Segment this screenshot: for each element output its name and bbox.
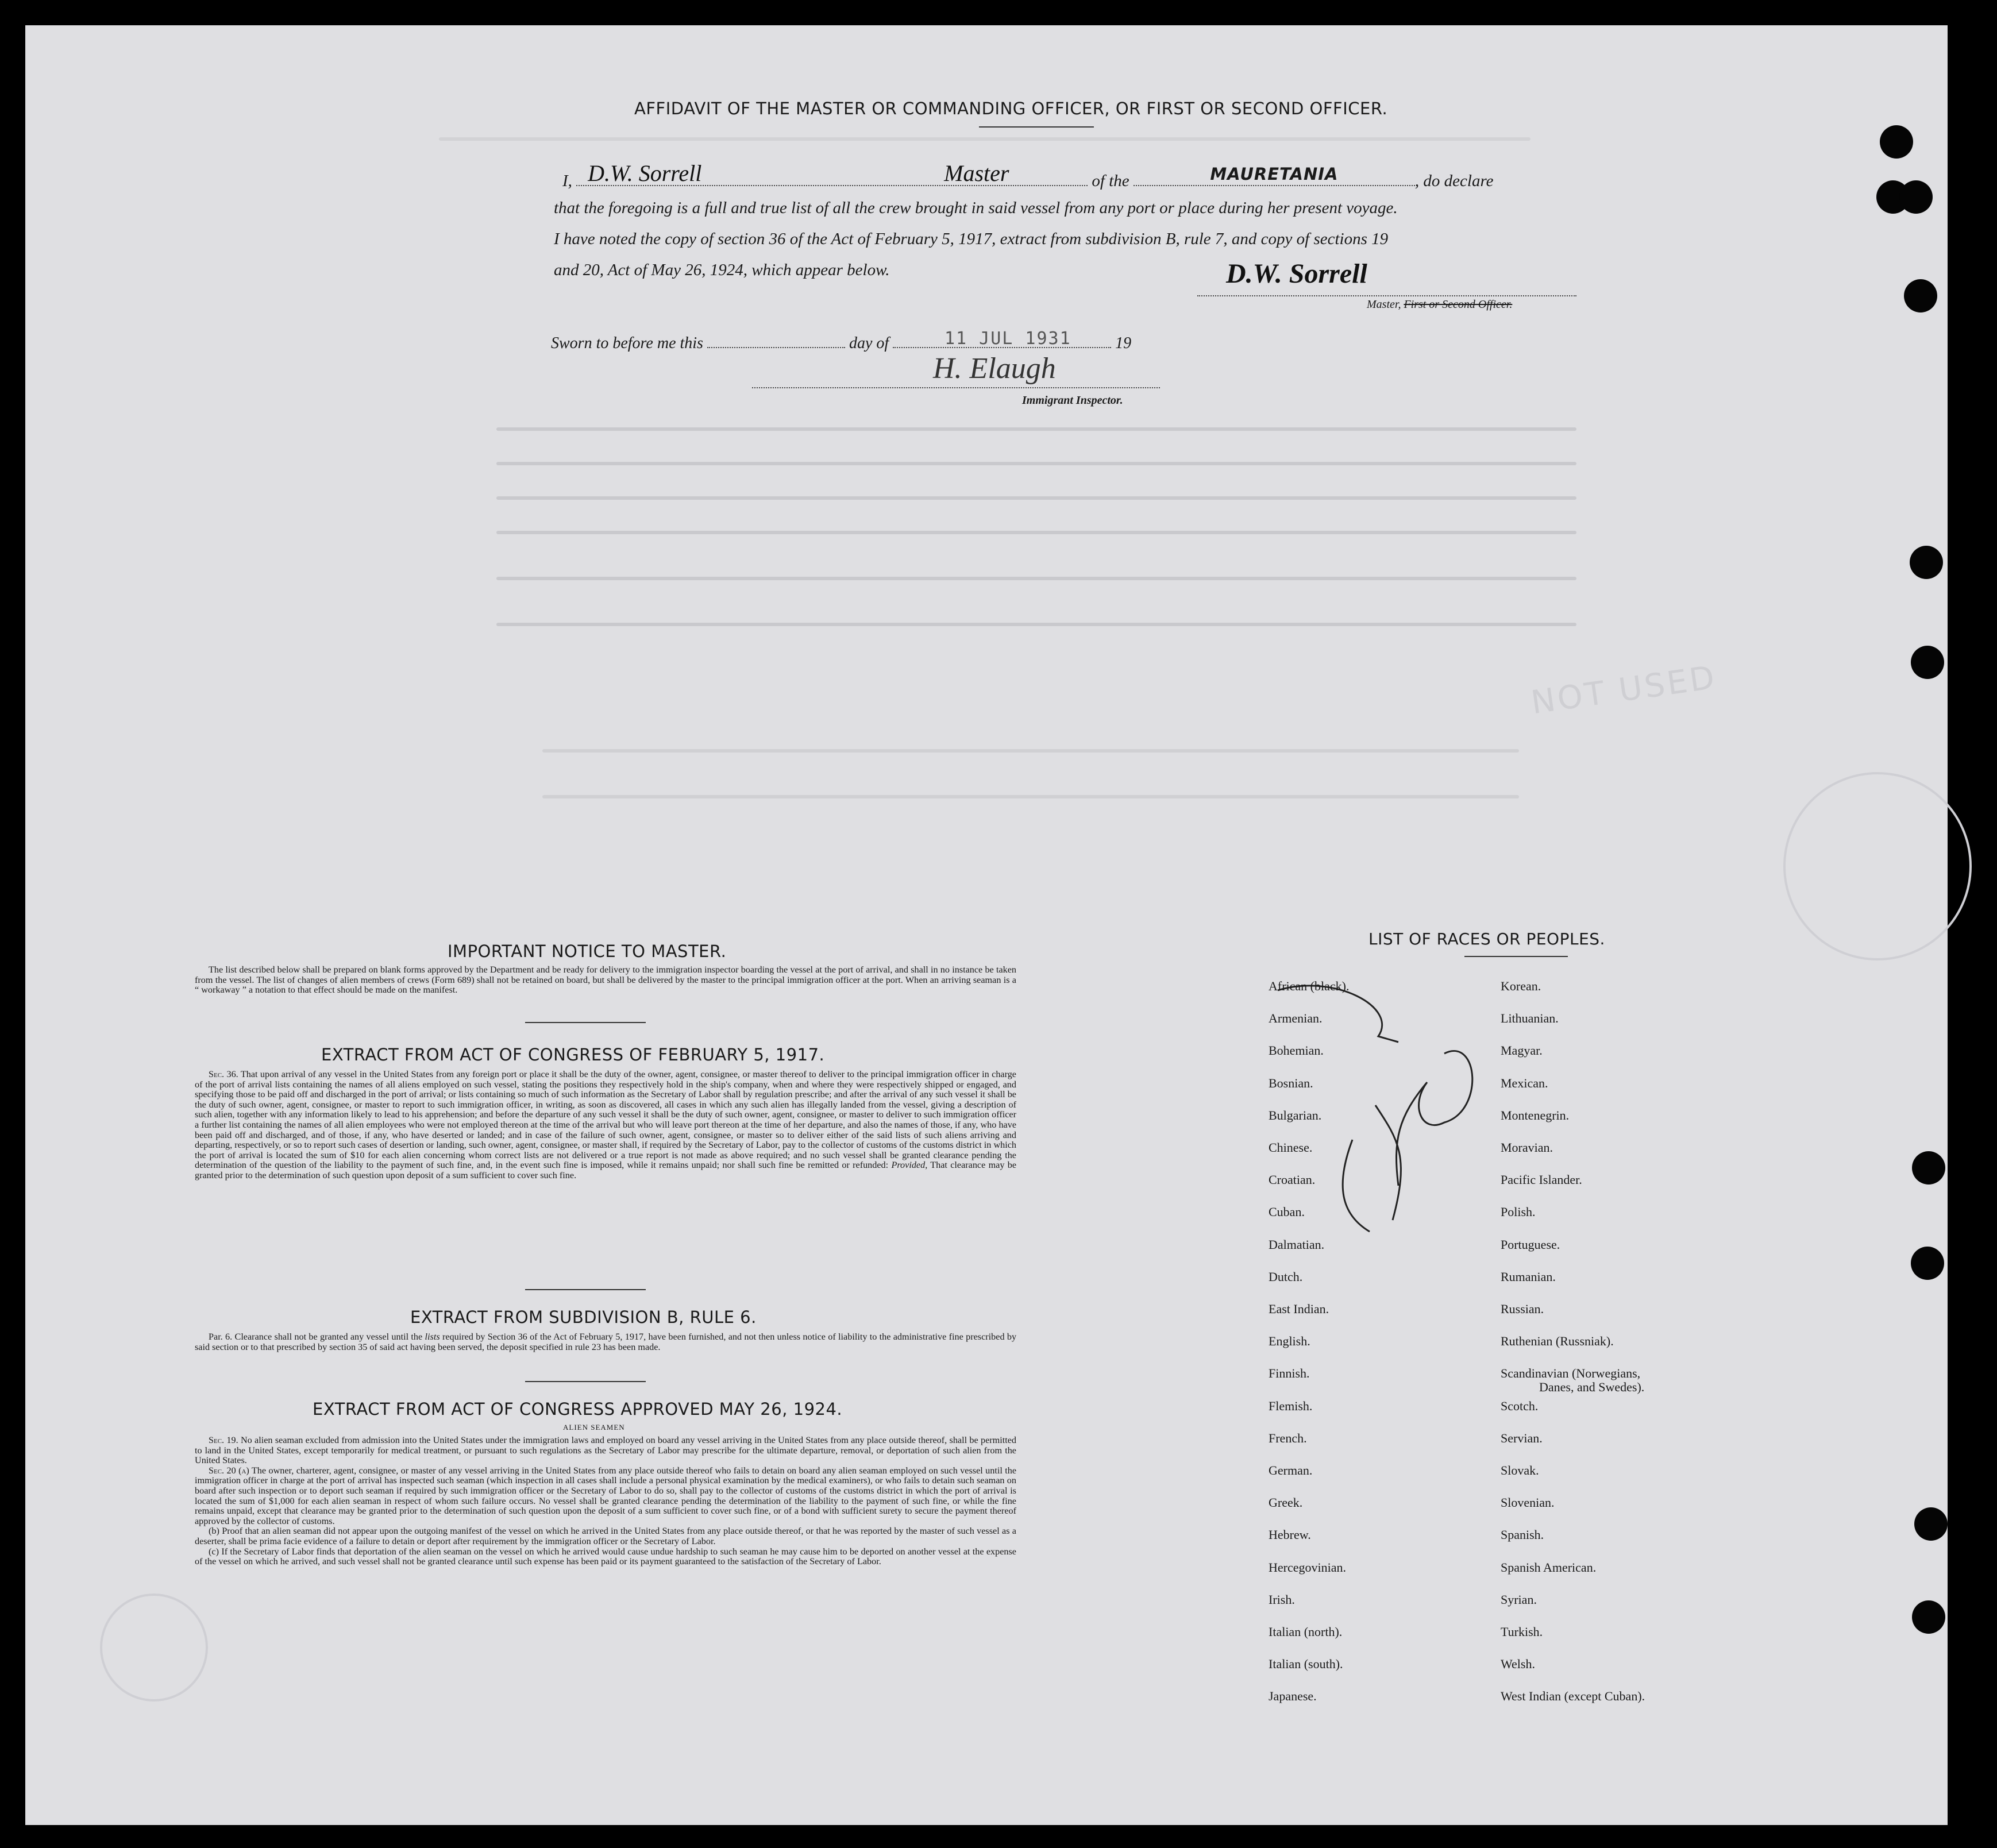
sec-20a-text: The owner, charterer, agent, consignee, or master of any vessel arriving in the United States from any place outside thereof who fails to detain on board any alien seaman employed on such vessel until the immigration officer in charge at the port of arrival has inspected such seaman (which inspection in all cases shall include a personal physical examination by the medical examiners), or who fails to detain such seaman on board after such inspection or to deport such seaman if required by such immigration officer or the Secretary of Labor to do so, shall pay to the collector of customs of the customs district in which the port of arrival is located the sum of $1,000 for each alien seaman in respect of whom such failure occurs. No vessel shall be granted clearance pending the determination of the liability to the payment of such fine, or while the fine remains unpaid, except that clearance may be granted prior to the determination of such question upon the deposit of a sum sufficient to cover such fine, or of a bond with sufficient surety to secure the payment thereof approved by the collector of customs. — [195, 1465, 1016, 1526]
ghost-row — [496, 577, 1576, 580]
ghost-row — [496, 623, 1576, 626]
race-item: Italian (south). — [1269, 1657, 1343, 1671]
race-item: Scotch. — [1501, 1399, 1539, 1413]
sec-19-label: Sec. 19. — [209, 1435, 238, 1445]
notice-text: The list described below shall be prepared on blank forms approved by the Department and be ready for delivery to the immigration inspector boarding the vessel at the port of arrival, and shall in no instance be taken from the vessel. The list of changes of alien members of crews (Form 689) shall not be retained on board, but shall be delivered by the master to the principal immigration officer at the port. When an arriving seaman is a “ workaway ” a notation to that effect should be made on the manifest. — [195, 964, 1016, 996]
race-item: Japanese. — [1269, 1689, 1317, 1703]
punch-hole — [1911, 646, 1944, 679]
race-item: German. — [1269, 1463, 1313, 1477]
of-the-label: of the — [1092, 172, 1129, 190]
race-item: Bosnian. — [1269, 1076, 1313, 1090]
race-item: Magyar. — [1501, 1043, 1543, 1058]
race-item: Spanish American. — [1501, 1560, 1597, 1575]
race-item: West Indian (except Cuban). — [1501, 1689, 1645, 1703]
sec-20a-label: Sec. 20 (a) — [209, 1465, 249, 1476]
affidavit-line-2: that the foregoing is a full and true list of all the crew brought in said vessel from any port or place during her present voyage. — [554, 199, 1398, 217]
ghost-not-used-stamp: NOT USED — [1529, 658, 1719, 722]
race-item: Chinese. — [1269, 1140, 1313, 1155]
provided-label: Provided, — [891, 1160, 928, 1171]
ghost-row — [496, 462, 1576, 465]
sec-20b-text: Proof that an alien seaman did not appear upon the outgoing manifest of the vessel on which he arrived in the United States from any place outside thereof, or that he was reported by the master of such vessel as a deserter, shall be prima facie evidence of a failure to detain or deport after requirement by the immigration officer or the Secretary of Labor. — [195, 1526, 1016, 1546]
handwritten-rank: Master — [944, 160, 1009, 186]
day-of-label: day of — [849, 334, 889, 352]
struck-officer-label: First or Second Officer. — [1404, 298, 1513, 311]
ghost-row — [496, 427, 1576, 431]
sec-19-text: No alien seaman excluded from admission into the United States under the immigration laws and employed on board any vessel arriving in the United States from any place outside thereof, shall be permitted to land in the United States, except temporarily for medical treatment, or pursuant to such regulations as the Secretary of Labor may prescribe for the ultimate departure, removal, or deportation of such alien from the United States. — [195, 1435, 1017, 1466]
par-6-text-a: Clearance shall not be granted any vessel until the — [234, 1332, 423, 1342]
race-item: Rumanian. — [1501, 1270, 1556, 1284]
race-item: Polish. — [1501, 1205, 1536, 1219]
affidavit-line-1 — [562, 160, 1494, 191]
race-item: Spanish. — [1501, 1527, 1544, 1542]
race-item: Flemish. — [1269, 1399, 1313, 1413]
punch-hole — [1880, 125, 1913, 159]
race-item: French. — [1269, 1431, 1307, 1445]
sec-20c-text: If the Secretary of Labor finds that deportation of the alien seaman on the vessel on which he arrived would cause undue hardship to such seaman he may cause him to be deported on another vessel at the expense of the vessel on which he arrived, and such vessel shall not be granted clearance until such expense has been paid or its payment guaranteed to the satisfaction of the Secretary of Labor. — [195, 1546, 1016, 1567]
sec-20c-label: (c) — [209, 1546, 219, 1557]
race-item: Turkish. — [1501, 1625, 1543, 1639]
year-label: 19 — [1115, 334, 1132, 352]
sec-36-text-end: That clearance may be granted prior to the determination of such question upon deposit of a sum sufficient to cover such fine. — [195, 1160, 1017, 1180]
sworn-day-field — [707, 331, 845, 348]
race-item: Hercegovinian. — [1269, 1560, 1346, 1575]
divider — [525, 1022, 646, 1023]
inspector-caption: Immigrant Inspector. — [1022, 394, 1123, 407]
divider — [525, 1381, 646, 1382]
sec-36-text: That upon arrival of any vessel in the United States from any foreign port or place it shall be the duty of the owner, agent, consignee, or master thereof to deliver to the principal immigration officer in charge of the port of arrival lists containing the names of all aliens employed on such vessel, stating the positions they respectively hold in the ship's company, when and where they were respectively shipped or engaged, and specifying those to be paid off and discharged in the port of arrival; or lists containing so much of such information as the Secretary of Labor shall by regulation prescribe; and after the arrival of any such vessel it shall be the duty of such owner, agent, consignee, or master to report to such immigration officer, in writing, as soon as discovered, all cases in which any such alien has illegally landed from the vessel, giving a description of such alien, together with any information likely to lead to his apprehension; and before the departure of any such vessel it shall be the duty of such owner, agent, consignee, or master to deliver to such immigration officer a further list containing the names of all alien employees who were not employed thereon at the time of the arrival but who will leave port thereon at the time of her departure, and also the names of those, if any, who have been paid off and discharged, and of those, if any, who have deserted or landed; and in case of the failure of such owner, agent, consignee, or master so to deliver either of the said lists of such aliens arriving and departing, respectively, or so to report such cases of desertion or landing, such owner, agent, consignee, or master shall, if required by the Secretary of Labor, pay to the collector of customs of the customs district in which the port of arrival is located the sum of $10 for each alien concerning whom correct lists are not delivered or a true report is not made as above required; and no such vessel shall be granted clearance pending the determination of the question of the liability to the payment of such fine, and, in the event such fine is imposed, while it remains unpaid; nor shall such fine be remitted or refunded: — [195, 1069, 1016, 1171]
inspector-signature-line — [752, 387, 1160, 388]
i-label: I, — [562, 172, 572, 190]
race-item: Greek. — [1269, 1495, 1303, 1510]
divider — [979, 126, 1094, 128]
ghost-office-stamp — [100, 1594, 208, 1702]
document-sheet — [25, 25, 1948, 1825]
race-item: Bulgarian. — [1269, 1108, 1322, 1122]
vessel-name: MAURETANIA — [1210, 164, 1339, 184]
name-field — [576, 160, 1088, 186]
sec-20c-paragraph — [195, 1547, 1016, 1567]
divider — [525, 1289, 646, 1290]
race-item: Ruthenian (Russniak). — [1501, 1334, 1614, 1348]
extract-1924-title: EXTRACT FROM ACT OF CONGRESS APPROVED MAY 26, 1924. — [313, 1399, 843, 1419]
do-declare-label: , do declare — [1414, 172, 1494, 190]
race-item: Moravian. — [1501, 1140, 1553, 1155]
sworn-prefix: Sworn to before me this — [551, 334, 703, 352]
inspector-signature: H. Elaugh — [933, 352, 1056, 385]
race-item: Slovenian. — [1501, 1495, 1555, 1510]
race-item: Hebrew. — [1269, 1527, 1311, 1542]
race-item: Slovak. — [1501, 1463, 1539, 1477]
race-item: Irish. — [1269, 1592, 1295, 1607]
race-item: Pacific Islander. — [1501, 1172, 1582, 1187]
race-item: Russian. — [1501, 1302, 1544, 1316]
punch-hole — [1911, 1247, 1944, 1280]
race-item: Finnish. — [1269, 1366, 1310, 1380]
date-stamp: 11 JUL 1931 — [944, 329, 1071, 349]
race-item: Croatian. — [1269, 1172, 1316, 1187]
affidavit-line-3: I have noted the copy of section 36 of the Act of February 5, 1917, extract from subdivision B, rule 7, and copy of sections 19 — [554, 230, 1389, 248]
par-6-text-b: required by Section 36 of the Act of February 5, 1917, have been furnished, and not then unless notice of liability to the administrative fine prescribed by said section or to that prescribed by section 35 of said act having been served, the deposit specified in rule 23 has been made. — [195, 1332, 1017, 1352]
notice-body — [195, 965, 1016, 996]
race-item: Dalmatian. — [1269, 1237, 1325, 1252]
race-item: Italian (north). — [1269, 1625, 1343, 1639]
race-item-continuation: Danes, and Swedes). — [1539, 1380, 1645, 1394]
alien-seamen-subtitle: ALIEN SEAMEN — [563, 1423, 625, 1432]
ghost-round-stamp — [1783, 772, 1972, 960]
ghost-row — [496, 496, 1576, 500]
race-item: Bohemian. — [1269, 1043, 1324, 1058]
punch-hole — [1904, 279, 1937, 312]
race-item: Scandinavian (Norwegians, — [1501, 1366, 1641, 1380]
race-item: Montenegrin. — [1501, 1108, 1570, 1122]
race-item: Servian. — [1501, 1431, 1543, 1445]
extract-1917-title: EXTRACT FROM ACT OF CONGRESS OF FEBRUARY 5, 1917. — [321, 1045, 825, 1064]
vessel-field — [1134, 164, 1415, 186]
sec-20a-paragraph — [195, 1466, 1016, 1527]
extract-1917-body — [195, 1070, 1016, 1181]
sec-36-paragraph — [195, 1070, 1016, 1181]
race-item: Lithuanian. — [1501, 1011, 1559, 1025]
par-6-label: Par. 6. — [209, 1332, 233, 1342]
lists-word: lists — [425, 1332, 440, 1342]
punch-hole — [1912, 1600, 1945, 1634]
punch-hole — [1912, 1151, 1945, 1185]
punch-hole — [1910, 546, 1943, 579]
sec-20b-label: (b) — [209, 1526, 219, 1537]
race-item: Armenian. — [1269, 1011, 1323, 1025]
ghost-row — [542, 795, 1519, 798]
affidavit-title: AFFIDAVIT OF THE MASTER OR COMMANDING OFFICER, OR FIRST OR SECOND OFFICER. — [634, 99, 1388, 118]
race-item: Syrian. — [1501, 1592, 1537, 1607]
affidavit-line-4: and 20, Act of May 26, 1924, which appear below. — [554, 261, 890, 279]
par-6-paragraph — [195, 1332, 1016, 1352]
sec-20b-paragraph — [195, 1526, 1016, 1546]
race-item: Welsh. — [1501, 1657, 1535, 1671]
race-item: Dutch. — [1269, 1270, 1303, 1284]
punch-hole — [1899, 180, 1933, 214]
race-item: Mexican. — [1501, 1076, 1548, 1090]
extract-1924-body — [195, 1436, 1016, 1567]
signature-line — [1197, 295, 1576, 297]
race-item: Cuban. — [1269, 1205, 1305, 1219]
master-signature: D.W. Sorrell — [1226, 259, 1367, 289]
race-item: Portuguese. — [1501, 1237, 1560, 1252]
ghost-row — [496, 531, 1576, 534]
punch-hole — [1914, 1507, 1948, 1541]
notice-title: IMPORTANT NOTICE TO MASTER. — [448, 942, 727, 961]
divider — [1464, 956, 1568, 957]
rule-6-body — [195, 1332, 1016, 1352]
ghost-row — [542, 749, 1519, 753]
sec-36-label: Sec. 36. — [209, 1069, 238, 1079]
race-item: Korean. — [1501, 979, 1541, 993]
handwritten-name: D.W. Sorrell — [588, 160, 702, 186]
rule-6-title: EXTRACT FROM SUBDIVISION B, RULE 6. — [410, 1307, 757, 1327]
races-title: LIST OF RACES OR PEOPLES. — [1368, 929, 1605, 948]
race-item: East Indian. — [1269, 1302, 1329, 1316]
race-item: English. — [1269, 1334, 1310, 1348]
sec-19-paragraph — [195, 1436, 1016, 1466]
race-item: African (black). — [1269, 979, 1350, 993]
ghost-header-line — [439, 137, 1530, 141]
master-caption — [1367, 298, 1512, 311]
master-label: Master, — [1367, 298, 1401, 311]
